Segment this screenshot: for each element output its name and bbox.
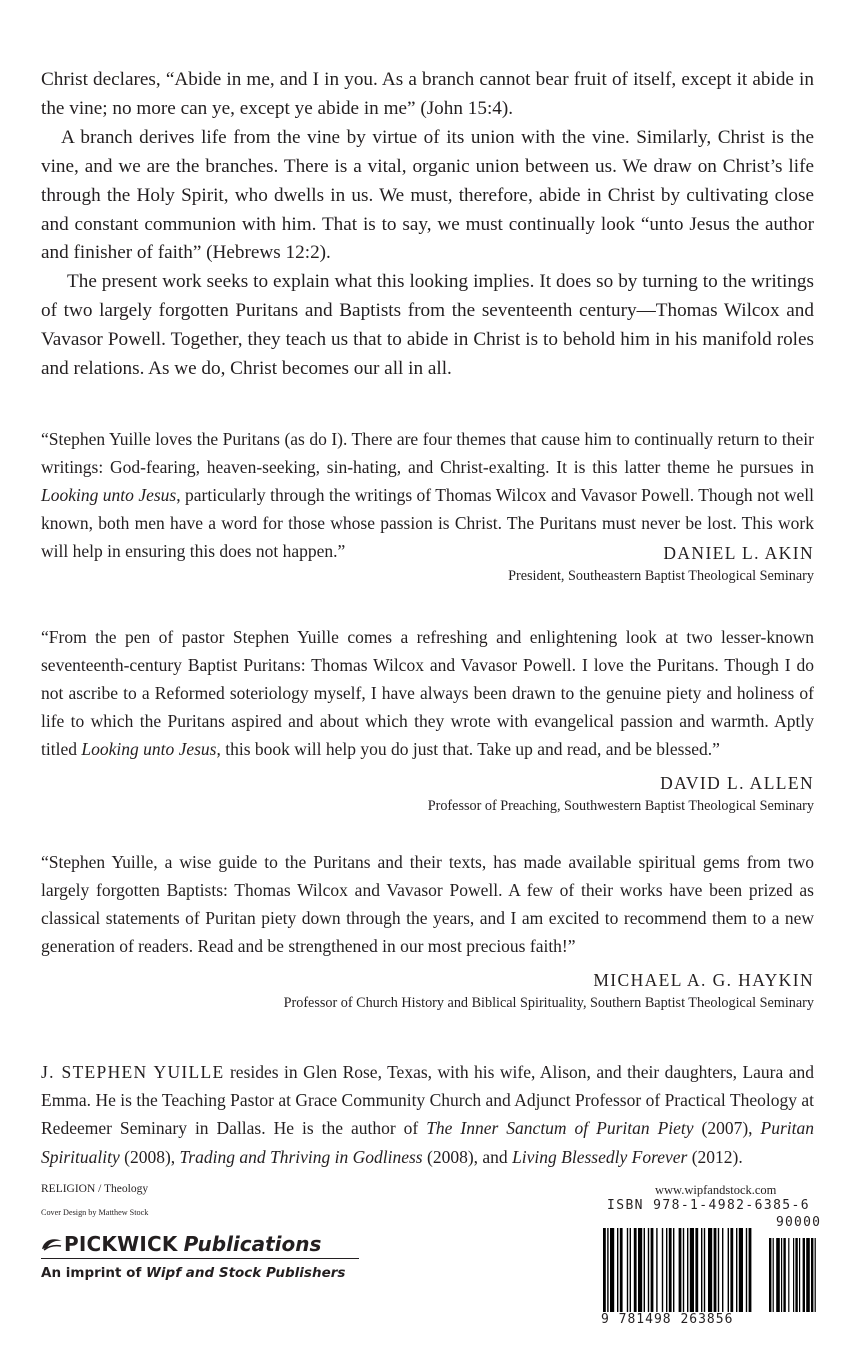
barcode-bar — [704, 1228, 705, 1312]
endorser-name: DAVID L. ALLEN — [660, 773, 814, 793]
addon-bar — [795, 1238, 797, 1314]
book-title: Puritan Spirituality — [41, 1118, 814, 1167]
isbn-text: ISBN 978-1-4982-6385-6 — [607, 1198, 810, 1213]
book-title: The Inner Sanctum of Puritan Piety — [426, 1118, 694, 1139]
author-name: J. STEPHEN YUILLE — [41, 1062, 225, 1082]
addon-bar — [769, 1238, 771, 1314]
isbn-barcode — [601, 1198, 821, 1332]
book-title: Trading and Thriving in Godliness — [179, 1146, 423, 1167]
publisher-logo-icon — [41, 1236, 63, 1252]
addon-bar — [776, 1238, 780, 1314]
addon-bar — [793, 1238, 794, 1314]
barcode-bar — [648, 1228, 649, 1312]
barcode-bar — [610, 1228, 614, 1312]
endorsement-text: “Stephen Yuille loves the Puritans (as do I). There are four themes that cause him to continually return to their writings: God-fearing, heaven-seeking, sin-hating, and Christ-exalting. It is this latter theme he pursues in Looking unto Jesus, particularly through the writings of Thomas Wilcox and Vavasor Powell. Though not well known, both men have a word for those whose passion is Christ. The Puritans must never be lost. This work will help in ensuring this does not happen.” — [41, 429, 814, 561]
author-bio: J. STEPHEN YUILLE resides in Glen Rose, Texas, with his wife, Alison, and their daughters, Laura and Emma. He is the Teaching Pastor at Grace Community Church and Adjunct Professor of Practical Theology at Redeemer Seminary in Dallas. He is the author of The Inner Sanctum of Puritan Piety (2007), Puritan Spirituality (2008), Trading and Thriving in Godliness (2008), and Living Blessedly Forever (2012). — [41, 1062, 814, 1167]
barcode-digits: 9 781498 263856 — [601, 1312, 821, 1327]
endorser-name: DANIEL L. AKIN — [663, 543, 814, 563]
barcode-bar — [617, 1228, 618, 1312]
barcode-bar — [673, 1228, 674, 1312]
addon-bar — [781, 1238, 782, 1314]
endorsement-text: “From the pen of pastor Stephen Yuille comes a refreshing and enlightening look at two lesser-known seventeenth-century Baptist Puritans: Thomas Wilcox and Vavasor Powell. I love the Puritans. Though I do not ascribe to a Reformed soteriology myself, I have always been drawn to the genuine piety and holiness of life to which the Puritans aspired and about which they wrote with evangelical passion and warmth. Aptly titled Looking unto Jesus, this book will help you do just that. Take up and read, and be blessed.” — [41, 627, 814, 759]
barcode-bar — [714, 1228, 717, 1312]
blurb-paragraph-2: A branch derives life from the vine by virtue of its union with the vine. Similarly, Christ is the vine, and we are the branches. There is a vital, organic union between us. We draw on Christ’s life through the Holy Spirit, who dwells in us. We must, therefore, abide in Christ by cultivating close and constant communion with him. That is to say, we must continually look “unto Jesus the author and finisher of faith” (Hebrews 12:2). — [41, 126, 814, 264]
endorsement-haykin — [41, 848, 814, 1014]
barcode-bar — [620, 1228, 623, 1312]
book-category: RELIGION / Theology — [41, 1183, 149, 1195]
addon-bar — [811, 1238, 813, 1314]
addon-bar — [799, 1238, 800, 1314]
addon-bar — [773, 1238, 774, 1314]
book-title: Looking unto Jesus — [81, 739, 217, 759]
barcode-bar — [679, 1228, 682, 1312]
blurb-paragraph-3: The present work seeks to explain what this looking implies. It does so by turning to the writings of two largely forgotten Puritans and Baptists from the seventeenth century—Thomas Wilcox and Vavasor Powell. Together, they teach us that to abide in Christ is to behold him in his manifold roles and relations. As we do, Christ becomes our all in all. — [41, 271, 814, 380]
barcode-bar — [603, 1228, 606, 1312]
publisher-website: www.wipfandstock.com — [655, 1183, 777, 1197]
book-title: Living Blessedly Forever — [512, 1146, 688, 1167]
cover-design-credit: Cover Design by Matthew Stock — [41, 1208, 149, 1217]
endorser-name: MICHAEL A. G. HAYKIN — [593, 970, 814, 990]
barcode-bar — [607, 1228, 608, 1312]
barcode-bar — [644, 1228, 645, 1312]
addon-bar — [788, 1238, 789, 1314]
publisher-block — [41, 1232, 361, 1281]
imprint-name: Wipf and Stock Publishers — [146, 1265, 346, 1281]
barcode-bar — [746, 1228, 747, 1312]
barcode-bar — [701, 1228, 702, 1312]
barcode-bar — [736, 1228, 737, 1312]
barcode-bar — [722, 1228, 723, 1312]
barcode-bar — [651, 1228, 654, 1312]
back-cover-blurb — [41, 66, 814, 384]
barcode-bar — [728, 1228, 729, 1312]
barcode-bar — [683, 1228, 684, 1312]
addon-bar — [783, 1238, 785, 1314]
barcode-bar — [634, 1228, 637, 1312]
endorser-position: Professor of Preaching, Southwestern Baptist Theological Seminary — [427, 798, 814, 814]
endorser-position: Professor of Church History and Biblical Spirituality, Southern Baptist Theological Seminary — [283, 995, 814, 1011]
publisher-series: Publications — [183, 1232, 322, 1256]
book-title: Looking unto Jesus — [41, 485, 177, 505]
barcode-bar — [656, 1228, 657, 1312]
barcode-bar — [708, 1228, 712, 1312]
barcode-bar — [690, 1228, 694, 1312]
barcode-bars — [601, 1216, 821, 1316]
barcode-bar — [638, 1228, 642, 1312]
barcode-bar — [687, 1228, 688, 1312]
barcode-bar — [627, 1228, 628, 1312]
addon-bar — [806, 1238, 810, 1314]
barcode-bar — [695, 1228, 698, 1312]
endorser-position: President, Southeastern Baptist Theological Seminary — [508, 568, 814, 584]
barcode-bar — [718, 1228, 719, 1312]
publisher-name: PICKWICK — [64, 1232, 178, 1256]
barcode-bar — [662, 1228, 663, 1312]
barcode-bar — [669, 1228, 672, 1312]
barcode-bar — [630, 1228, 631, 1312]
barcode-bar — [749, 1228, 752, 1312]
addon-bar — [815, 1238, 816, 1314]
endorsement-allen — [41, 623, 814, 817]
imprint-line: An imprint of Wipf and Stock Publishers — [41, 1265, 346, 1281]
barcode-bar — [666, 1228, 667, 1312]
endorsement-akin — [41, 425, 814, 587]
blurb-paragraph-1: Christ declares, “Abide in me, and I in you. As a branch cannot bear fruit of itself, except it abide in the vine; no more can ye, except ye abide in me” (John 15:4). — [41, 69, 814, 119]
barcode-bar — [730, 1228, 733, 1312]
endorsement-text: “Stephen Yuille, a wise guide to the Puritans and their texts, has made available spiritual gems from two largely forgotten Baptists: Thomas Wilcox and Vavasor Powell. A few of their works have been prized as classical statements of Puritan piety down through the years, and I am excited to recommend them to a new generation of readers. Read and be strengthened in our most precious faith!” — [41, 852, 814, 956]
addon-bar — [803, 1238, 805, 1314]
price-code: 90000 — [776, 1215, 822, 1230]
barcode-bar — [739, 1228, 743, 1312]
